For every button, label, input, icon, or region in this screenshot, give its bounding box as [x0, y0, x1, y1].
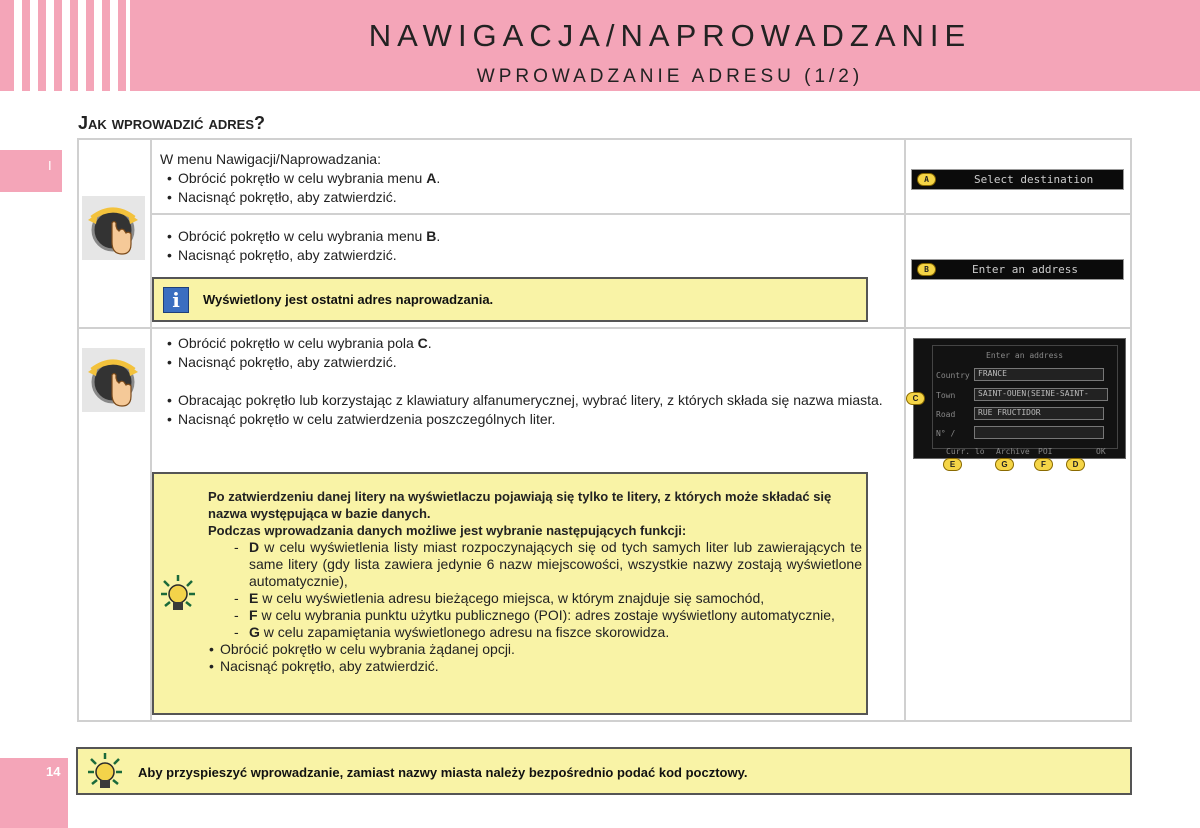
list-item: • Obrócić pokrętło w celu wybrania żądanej opcji. [202, 641, 862, 658]
option-text: w celu wyświetlenia adresu bieżącego miejsca, w którym znajduje się samochód, [258, 590, 765, 606]
page-title: NAWIGACJA/NAPROWADZANIE [368, 18, 972, 53]
screen-menu-text: Select destination [974, 173, 1094, 186]
step-text: Obrócić pokrętło w celu wybrania menu [178, 170, 427, 186]
step-suffix: . [436, 170, 441, 186]
option-text: w celu wyświetlenia listy miast rozpoczynających się od tych samych liter lub zawierających te same litery (gdy lista zawiera jedynie 6 nazw miejscowości, wszystkie nazwy zostają wyświetlone automatycznie), [249, 539, 862, 589]
list-item: • Nacisnąć pokrętło, aby zatwierdzić. [202, 658, 862, 675]
page-subtitle: WPROWADZANIE ADRESU (1/2) [476, 66, 864, 87]
row1-intro: W menu Nawigacji/Naprowadzania: [160, 151, 381, 167]
option-key: D [249, 539, 260, 555]
tip-note [152, 472, 868, 715]
page-number: 14 [0, 758, 68, 828]
tip-note-body [208, 488, 862, 675]
screen-select-destination [911, 169, 1124, 190]
screen-button-current: Curr. lo [946, 447, 985, 456]
rotary-knob-icon [82, 348, 145, 412]
number-field [974, 426, 1104, 439]
screen-button-poi: POI [1038, 447, 1053, 456]
info-icon: i [163, 287, 189, 313]
list-item [160, 227, 900, 246]
list-item [160, 334, 897, 353]
option-text: w celu wybrania punktu użytku publicznego (POI): adres zostaje wyświetlony automatycznie, [257, 607, 835, 623]
col-divider-2 [904, 138, 906, 722]
section-title: Jak wprowadzić adres? [78, 113, 266, 133]
screen-badge-b: B [917, 263, 936, 276]
option-key: G [249, 624, 260, 640]
step-suffix: . [436, 228, 441, 244]
menu-key: B [426, 228, 437, 244]
list-item: • Nacisnąć pokrętło, aby zatwierdzić. [160, 353, 897, 372]
tip-para-1: Po zatwierdzeniu danej litery na wyświetlaczu pojawiają się tylko te litery, z których może składać się nazwa występująca w bazie danych. [208, 489, 832, 521]
screen-address-form [913, 338, 1126, 459]
row-divider-1 [150, 213, 1132, 215]
town-label: Town [936, 391, 956, 400]
option-key: F [249, 607, 258, 623]
bottom-tip-note [76, 747, 1132, 795]
list-item [208, 607, 862, 624]
lightbulb-icon [160, 574, 196, 614]
row2-instructions [160, 227, 900, 265]
list-item: • Nacisnąć pokrętło, aby zatwierdzić. [160, 188, 900, 207]
screen-button-ok: OK [1096, 447, 1106, 456]
town-field: SAINT-OUEN(SEINE-SAINT- [974, 388, 1108, 401]
list-item [208, 539, 862, 590]
list-item: • Nacisnąć pokrętło, aby zatwierdzić. [160, 246, 900, 265]
chapter-tab: I [0, 150, 62, 192]
row-divider-2 [77, 327, 1132, 329]
road-field: RUE FRUCTIDOR [974, 407, 1104, 420]
screen-badge-c: C [906, 392, 925, 405]
row3-instructions [160, 334, 897, 429]
number-label: N° / [936, 429, 956, 438]
option-key: E [249, 590, 259, 606]
country-field: FRANCE [974, 368, 1104, 381]
list-item [208, 624, 862, 641]
rotary-knob-icon [82, 196, 145, 260]
screen-title: Enter an address [986, 351, 1064, 360]
bottom-tip-text: Aby przyspieszyć wprowadzanie, zamiast nazwy miasta należy bezpośrednio podać kod pocztowy. [138, 765, 748, 780]
road-label: Road [936, 410, 956, 419]
lightbulb-icon [87, 752, 123, 792]
list-item: • Nacisnąć pokrętło w celu zatwierdzenia poszczególnych liter. [160, 410, 897, 429]
list-item [208, 590, 862, 607]
screen-enter-address [911, 259, 1124, 280]
screen-badge-f: F [1034, 458, 1053, 471]
info-note [152, 277, 868, 322]
info-note-text: Wyświetlony jest ostatni adres naprowadzania. [203, 292, 494, 307]
screen-badge-e: E [943, 458, 962, 471]
list-item: • Obracając pokrętło lub korzystając z klawiatury alfanumerycznej, wybrać litery, z których składa się nazwa miasta. [160, 390, 897, 408]
tip-para-2: Podczas wprowadzania danych możliwe jest wybranie następujących funkcji: [208, 523, 687, 538]
screen-badge-d: D [1066, 458, 1085, 471]
header-stripes [0, 0, 135, 91]
step-suffix: . [427, 335, 432, 351]
screen-badge-a: A [917, 173, 936, 186]
screen-badge-g: G [995, 458, 1014, 471]
step-text: Obrócić pokrętło w celu wybrania pola [178, 335, 418, 351]
screen-button-archive: Archive [996, 447, 1030, 456]
row1-instructions [160, 150, 900, 207]
menu-key: A [426, 170, 437, 186]
list-item [160, 169, 900, 188]
option-text: w celu zapamiętania wyświetlonego adresu na fiszce skorowidza. [259, 624, 670, 640]
step-text: Obrócić pokrętło w celu wybrania menu [178, 228, 427, 244]
screen-menu-text: Enter an address [972, 263, 1078, 276]
field-key: C [417, 335, 428, 351]
country-label: Country [936, 371, 970, 380]
